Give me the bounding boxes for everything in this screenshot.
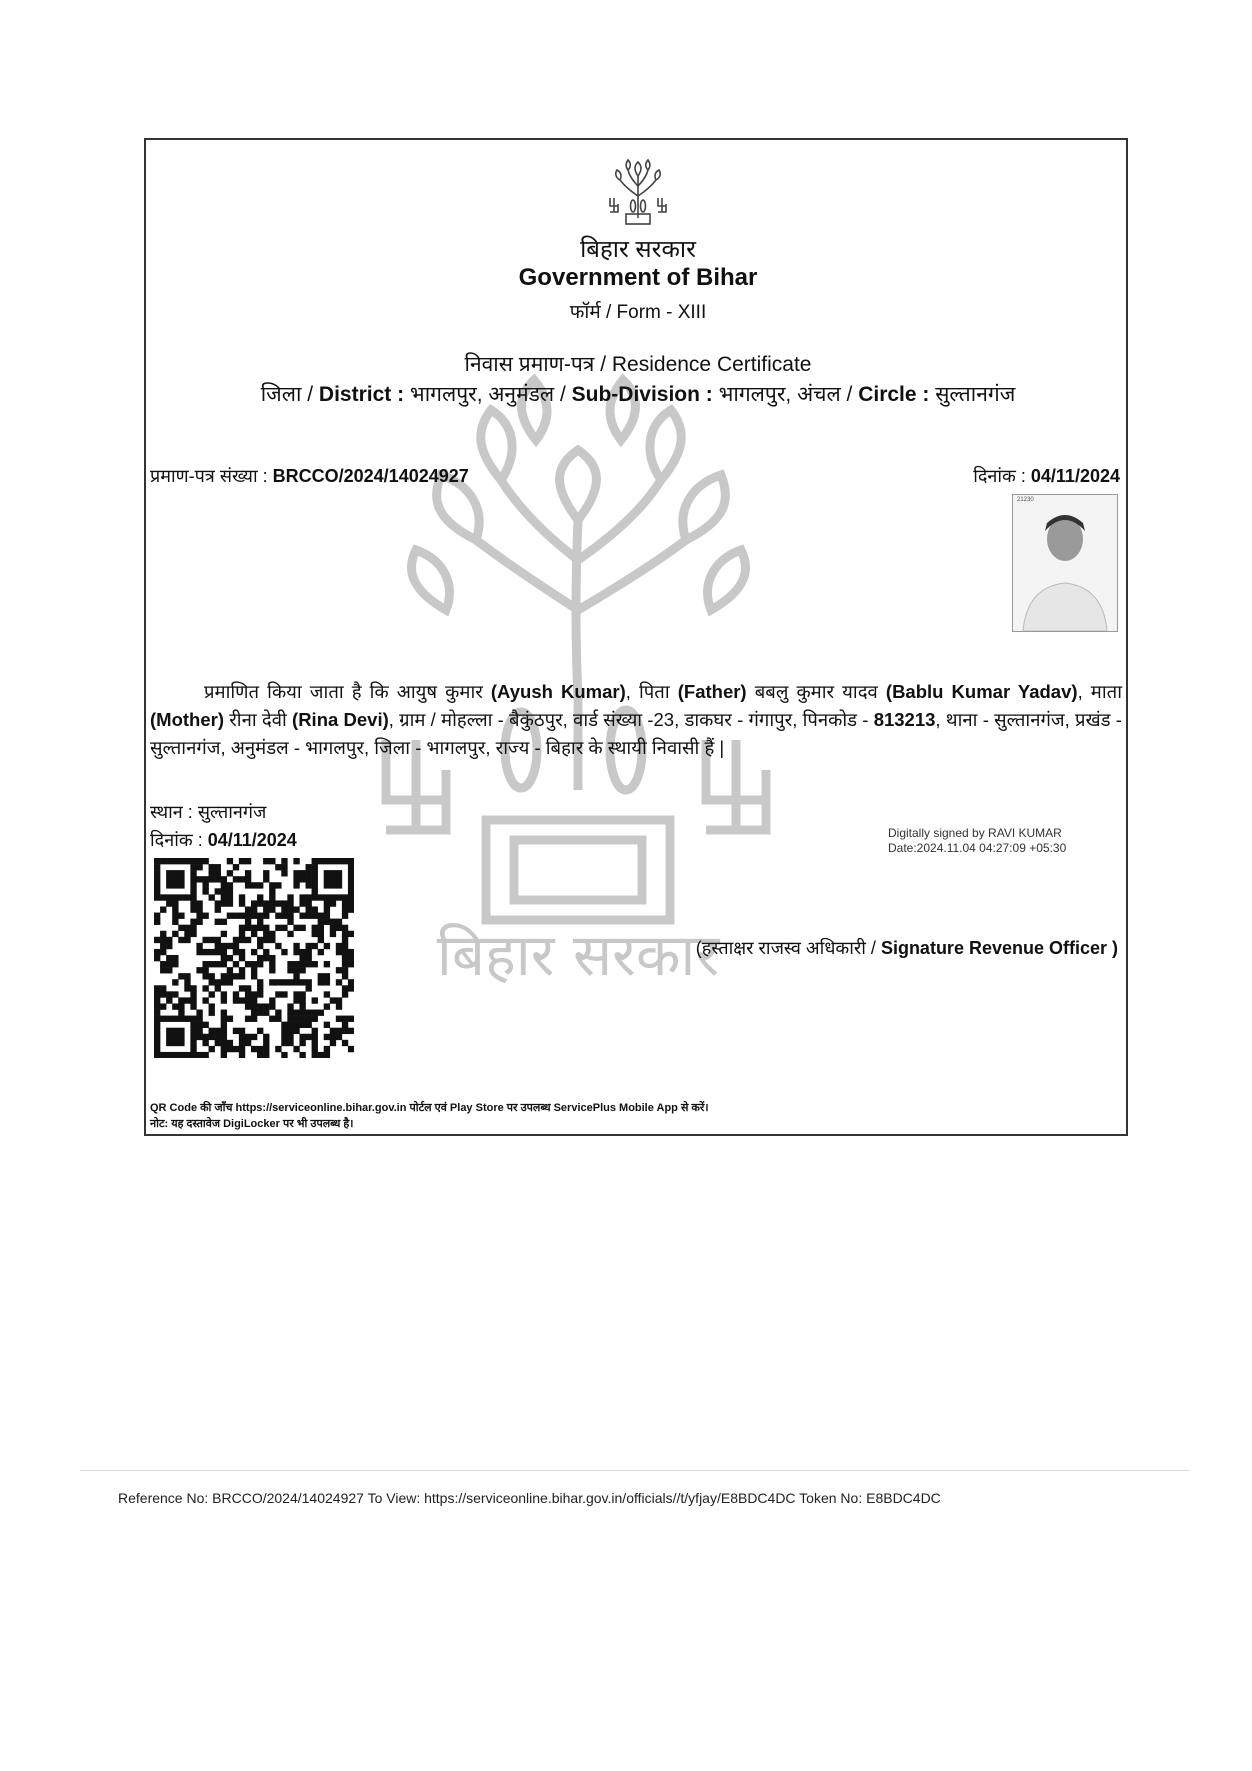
certificate-date (973, 464, 1120, 488)
mother-name-en: (Rina Devi) (292, 709, 389, 730)
digilocker-note: नोट: यह दस्तावेज DigiLocker पर भी उपलब्ध है। (150, 1118, 354, 1130)
issue-place-value: सुल्तानगंज (197, 802, 267, 822)
digital-signature-line1: Digitally signed by RAVI KUMAR (888, 826, 1062, 840)
bihar-emblem-icon (596, 146, 680, 230)
signature-label (696, 936, 1118, 960)
certificate-date-label: दिनांक : (973, 466, 1031, 486)
applicant-name-en: (Ayush Kumar) (490, 681, 626, 702)
form-label: फॉर्म / Form - XIII (569, 302, 707, 323)
body-text-7: , थाना - सुल्तानगंज, प्रखंड - सुल्तानगंज, अनुमंडल - भागलपुर, जिला - भागलपुर, राज्य - बिहार के स्थायी निवासी हैं | (150, 709, 1122, 758)
circle-value: सुल्तानगंज (929, 383, 1016, 406)
digital-signature-line2: Date:2024.11.04 04:27:09 +05:30 (888, 841, 1067, 855)
certificate-title-text: निवास प्रमाण-पत्र / Residence Certificate (464, 353, 812, 376)
gov-title-english: Government of Bihar (518, 264, 758, 291)
certificate-number (150, 464, 469, 488)
certificate-number-label: प्रमाण-पत्र संख्या : (150, 466, 273, 486)
photo-tag: 21230 (1017, 497, 1034, 503)
father-name-en: (Bablu Kumar Yadav) (885, 681, 1078, 702)
certificate-date-value: 04/11/2024 (1030, 466, 1120, 486)
qr-code[interactable] (154, 858, 354, 1058)
person-silhouette-icon (1013, 495, 1117, 631)
issue-place-label: स्थान : (150, 802, 198, 822)
certificate-body (150, 678, 1122, 762)
body-text-6: , ग्राम / मोहल्ला - बैकुंठपुर, वार्ड संख्या -23, डाकघर - गंगापुर, पिनकोड - (388, 709, 874, 730)
issue-date-label: दिनांक : (150, 830, 208, 850)
watermark-text: बिहार सरकार (436, 921, 720, 989)
signature-label-english: Signature Revenue Officer ) (880, 938, 1118, 958)
body-text-1: प्रमाणित किया जाता है कि आयुष कुमार (204, 681, 491, 702)
digital-signature (888, 826, 1066, 856)
issue-place (150, 800, 266, 824)
pincode: 813213 (873, 709, 936, 730)
subdivision-value: भागलपुर, अंचल / (712, 383, 859, 406)
circle-label: Circle : (858, 383, 930, 406)
issue-date-value: 04/11/2024 (207, 830, 297, 850)
district-hindi-label: जिला / (260, 383, 319, 406)
district-line (146, 380, 1130, 408)
reference-line: Reference No: BRCCO/2024/14024927 To View: https://serviceonline.bihar.gov.in/officials//t/yfjay/E8BDC4DC Token No: E8BDC4DC (118, 1490, 941, 1506)
applicant-photo (1012, 494, 1118, 632)
body-text-5: रीना देवी (223, 709, 293, 730)
issue-date (150, 828, 297, 852)
father-label: (Father) (677, 681, 747, 702)
divider (80, 1470, 1190, 1471)
district-value: भागलपुर, अनुमंडल / (404, 383, 572, 406)
gov-title-hindi: बिहार सरकार (580, 236, 696, 263)
body-text-4: , माता (1077, 681, 1122, 702)
signature-label-hindi: (हस्ताक्षर राजस्व अधिकारी / (695, 938, 881, 958)
qr-verify-note: QR Code की जाँच https://serviceonline.bihar.gov.in पोर्टल एवं Play Store पर उपलब्ध ServicePlus Mobile App से करें। (150, 1102, 709, 1114)
district-label: District : (318, 383, 405, 406)
residence-certificate (144, 138, 1128, 1136)
subdivision-label: Sub-Division : (571, 383, 713, 406)
body-text-3: बबलु कुमार यादव (746, 681, 886, 702)
footnote (150, 1100, 709, 1132)
body-text-2: , पिता (625, 681, 678, 702)
certificate-title (146, 350, 1130, 378)
certificate-number-value: BRCCO/2024/14024927 (272, 466, 469, 486)
mother-label: (Mother) (150, 709, 224, 730)
